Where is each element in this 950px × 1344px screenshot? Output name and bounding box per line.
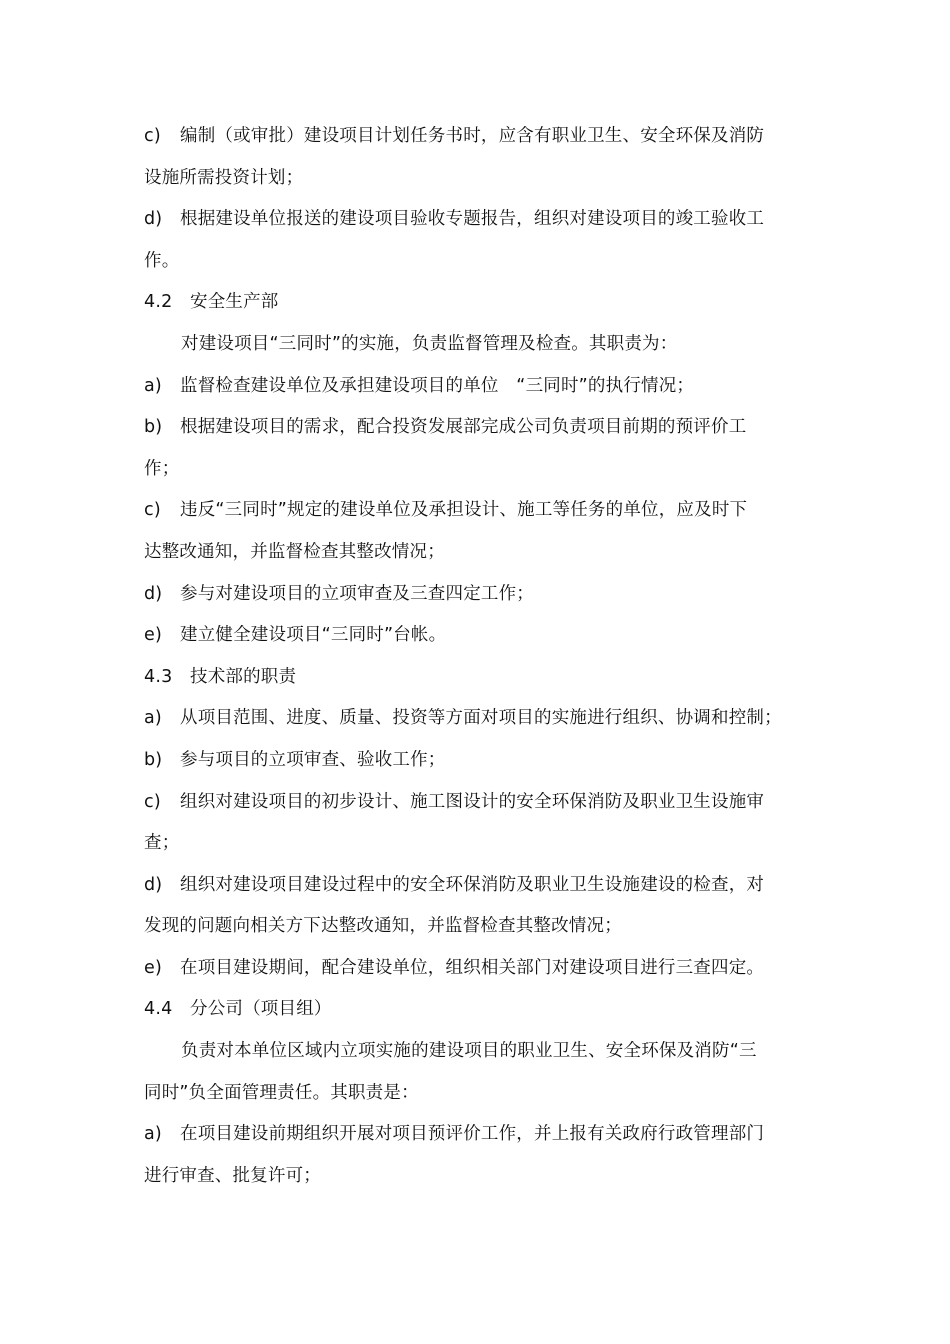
item-text: 在项目建设前期组织开展对项目预评价工作，并上报有关政府行政管理部门 xyxy=(180,1124,765,1144)
paragraph-text: 同时”负全面管理责任。其职责是： xyxy=(144,1083,419,1103)
item-text: 参与项目的立项审查、验收工作； xyxy=(180,750,446,770)
continuation-line xyxy=(144,831,814,855)
section-number: 4.4 xyxy=(144,999,173,1019)
item-text: 作； xyxy=(144,459,180,479)
item-marker: c) xyxy=(144,126,161,146)
item-marker: e) xyxy=(144,958,162,978)
continuation-line xyxy=(144,1164,814,1188)
item-marker: d) xyxy=(144,209,163,229)
paragraph-line xyxy=(181,332,814,356)
continuation-line xyxy=(144,914,814,938)
item-text: 从项目范围、进度、质量、投资等方面对项目的实施进行组织、协调和控制； xyxy=(180,708,782,728)
item-text: 参与对建设项目的立项审查及三查四定工作； xyxy=(180,584,534,604)
item-marker: d) xyxy=(144,875,163,895)
item-marker: a) xyxy=(144,376,162,396)
item-marker: b) xyxy=(144,417,163,437)
paragraph-line xyxy=(181,1039,814,1063)
paragraph-text: 负责对本单位区域内立项实施的建设项目的职业卫生、安全环保及消防“三 xyxy=(181,1041,757,1061)
item-text: 在项目建设期间，配合建设单位，组织相关部门对建设项目进行三查四定。 xyxy=(180,958,765,978)
item-marker: d) xyxy=(144,584,163,604)
item-text: 进行审查、批复许可； xyxy=(144,1166,321,1186)
item-marker: a) xyxy=(144,1124,162,1144)
section-title: 分公司（项目组） xyxy=(190,999,332,1019)
continuation-line xyxy=(144,166,814,190)
item-text: 查； xyxy=(144,833,180,853)
item-text: 组织对建设项目建设过程中的安全环保消防及职业卫生设施建设的检查，对 xyxy=(180,875,765,895)
item-text: 组织对建设项目的初步设计、施工图设计的安全环保消防及职业卫生设施审 xyxy=(180,792,765,812)
section-title: 安全生产部 xyxy=(190,292,279,312)
item-text: 违反“三同时”规定的建设单位及承担设计、施工等任务的单位，应及时下 xyxy=(180,500,748,520)
item-line xyxy=(144,582,814,606)
item-text: 根据建设单位报送的建设项目验收专题报告，组织对建设项目的竣工验收工 xyxy=(180,209,765,229)
item-line xyxy=(144,623,814,647)
section-heading xyxy=(144,665,814,689)
item-marker: c) xyxy=(144,500,161,520)
item-text: 监督检查建设单位及承担建设项目的单位 “三同时”的执行情况； xyxy=(180,376,695,396)
item-text: 作。 xyxy=(144,251,180,271)
item-line xyxy=(144,1122,814,1146)
item-line xyxy=(144,706,814,730)
continuation-line xyxy=(144,1081,814,1105)
item-text: 设施所需投资计划； xyxy=(144,168,304,188)
item-marker: a) xyxy=(144,708,162,728)
item-text: 编制（或审批）建设项目计划任务书时，应含有职业卫生、安全环保及消防 xyxy=(180,126,765,146)
section-heading xyxy=(144,290,814,314)
section-title: 技术部的职责 xyxy=(190,667,297,687)
continuation-line xyxy=(144,249,814,273)
item-text: 达整改通知，并监督检查其整改情况； xyxy=(144,542,445,562)
item-line xyxy=(144,124,814,148)
section-heading xyxy=(144,997,814,1021)
item-line xyxy=(144,748,814,772)
paragraph-text: 对建设项目“三同时”的实施，负责监督管理及检查。其职责为： xyxy=(181,334,678,354)
item-line xyxy=(144,207,814,231)
item-line xyxy=(144,956,814,980)
item-text: 建立健全建设项目“三同时”台帐。 xyxy=(180,625,447,645)
continuation-line xyxy=(144,540,814,564)
item-line xyxy=(144,374,814,398)
item-line xyxy=(144,790,814,814)
item-line xyxy=(144,415,814,439)
item-line xyxy=(144,498,814,522)
item-marker: c) xyxy=(144,792,161,812)
section-number: 4.2 xyxy=(144,292,173,312)
item-line xyxy=(144,873,814,897)
item-text: 根据建设项目的需求，配合投资发展部完成公司负责项目前期的预评价工 xyxy=(180,417,747,437)
section-number: 4.3 xyxy=(144,667,173,687)
item-text: 发现的问题向相关方下达整改通知，并监督检查其整改情况； xyxy=(144,916,622,936)
item-marker: e) xyxy=(144,625,162,645)
continuation-line xyxy=(144,457,814,481)
item-marker: b) xyxy=(144,750,163,770)
